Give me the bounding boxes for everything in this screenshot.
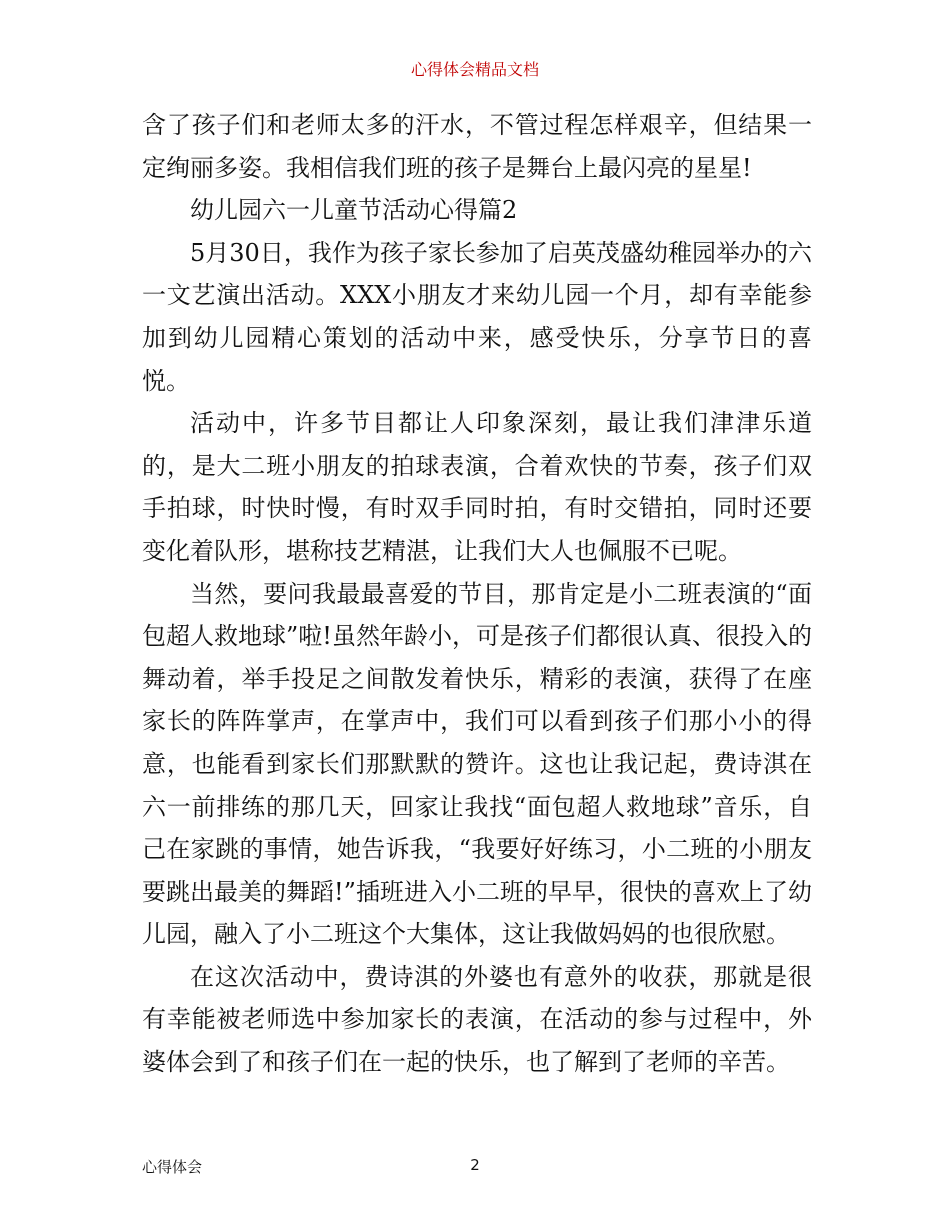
paragraph-continuation: 含了孩子们和老师太多的汗水，不管过程怎样艰辛，但结果一定绚丽多姿。我相信我们班的孩子是舞台上最闪亮的星星! [142,111,812,182]
paragraph: 当然，要问我最最喜爱的节目，那肯定是小二班表演的“面包超人救地球”啦!虽然年龄小，可是孩子们都很认真、很投入的舞动着，举手投足之间散发着快乐，精彩的表演，获得了在座家长的阵阵掌声，在掌声中，我们可以看到孩子们那小小的得意，也能看到家长们那默默的赞许。这也让我记起，费诗淇在六一前排练的那几天，回家让我找“面包超人救地球”音乐，自己在家跳的事情，她告诉我，“我要好好练习，小二班的小朋友要跳出最美的舞蹈!”插班进入小二班的早早，很快的喜欢上了幼儿园，融入了小二班这个大集体，这让我做妈妈的也很欣慰。 [142,579,812,949]
paragraph: 在这次活动中，费诗淇的外婆也有意外的收获，那就是很有幸能被老师选中参加家长的表演，在活动的参与过程中，外婆体会到了和孩子们在一起的快乐，也了解到了老师的辛苦。 [142,962,812,1077]
page-footer-label: 心得体会 [142,1158,203,1176]
section-heading: 幼儿园六一儿童节活动心得篇2 [190,196,518,225]
page-number: 2 [470,1156,480,1174]
page-header-title: 心得体会精品文档 [410,60,539,79]
document-body [142,104,812,1084]
paragraph: 活动中，许多节目都让人印象深刻，最让我们津津乐道的，是大二班小朋友的拍球表演，合着欢快的节奏，孩子们双手拍球，时快时慢，有时双手同时拍，有时交错拍，同时还要变化着队形，堪称技艺精湛，让我们大人也佩服不已呢。 [142,409,812,565]
paragraph: 5月30日，我作为孩子家长参加了启英茂盛幼稚园举办的六一文艺演出活动。XXX小朋友才来幼儿园一个月，却有幸能参加到幼儿园精心策划的活动中来，感受快乐，分享节日的喜悦。 [142,238,812,395]
